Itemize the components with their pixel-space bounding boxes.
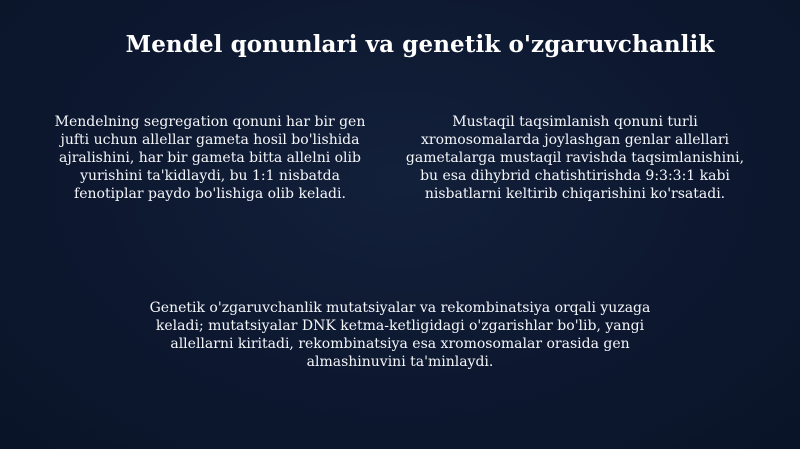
slide-title: Mendel qonunlari va genetik o'zgaruvchanlik bbox=[125, 31, 715, 58]
genetic-variation-text: Genetik o'zgaruvchanlik mutatsiyalar va rekombinatsiya orqali yuzaga keladi; mutatsiyalar DNK ketma-ketligidagi o'zgarishlar bo'lib, yangi allellarni kiritadi, rekombinatsiya esa xromosomalar orasida gen almashinuvini ta'minlaydi. bbox=[149, 300, 651, 370]
segregation-law-text: Mendelning segregation qonuni har bir gen jufti uchun allellar gameta hosil bo'lishida ajralishini, har bir gameta bitta allelni olib yurishini ta'kidlaydi, bu 1:1 nisbatda fenotiplar paydo bo'lishiga olib keladi. bbox=[54, 114, 366, 202]
independent-assortment-text: Mustaqil taqsimlanish qonuni turli xromosomalarda joylashgan genlar allellari gametalarga mustaqil ravishda taqsimlanishini, bu esa dihybrid chatishtirishda 9:3:3:1 kabi nisbatlarni keltirib chiqarishini ko'rsatadi. bbox=[405, 114, 745, 202]
